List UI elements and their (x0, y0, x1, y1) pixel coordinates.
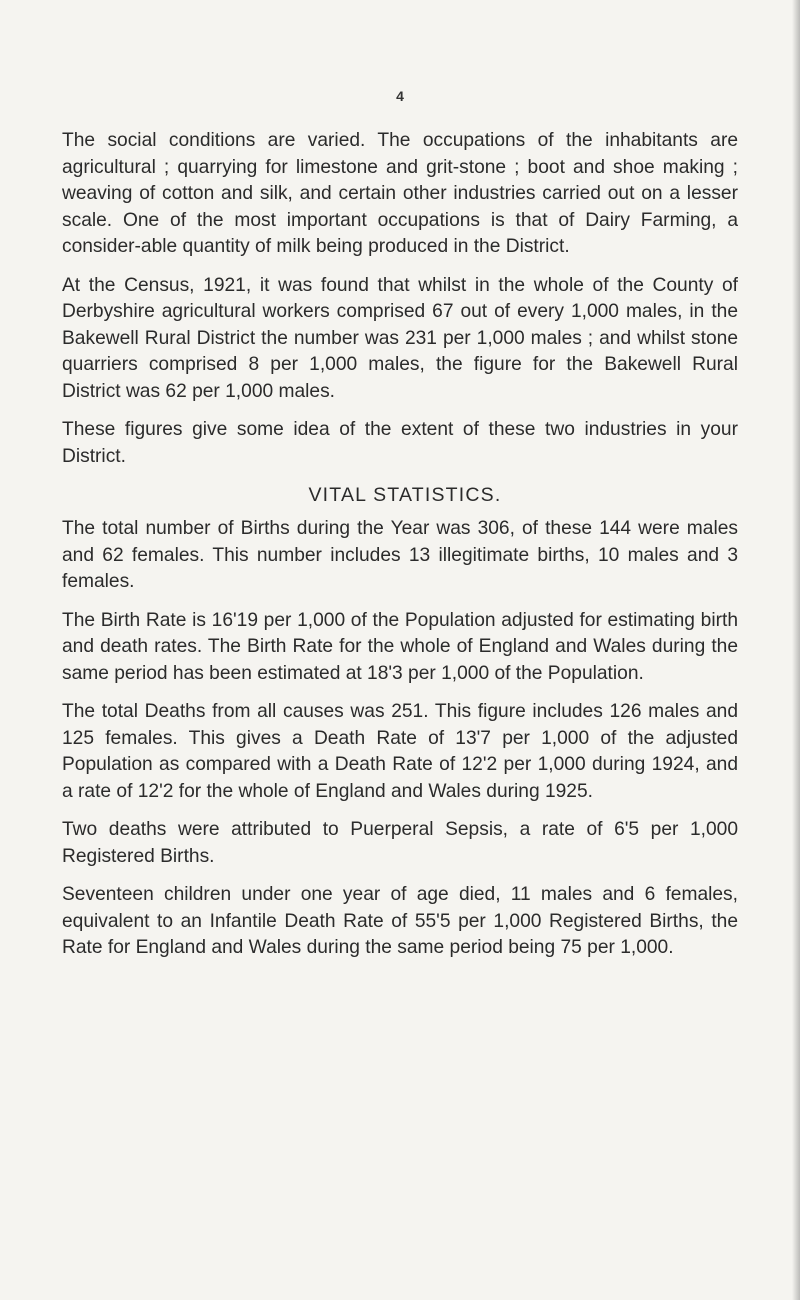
paragraph-birth-rate: The Birth Rate is 16'19 per 1,000 of the Population adjusted for estimating birth and death rates. The Birth Rate for the whole of England and Wales during the same period has been estimated at 18'3 per 1,000 of the Population. (62, 609, 738, 684)
paragraph-deaths-total: The total Deaths from all causes was 251. This figure includes 126 males and 125 females. This gives a Death Rate of 13'7 per 1,000 of the adjusted Population as compared with a Death Rate of 12'2 per 1,000 during 1924, and a rate of 12'2 for the whole of England and Wales during 1925. (62, 701, 738, 802)
paragraph-industries-extent: These figures give some idea of the extent of these two industries in your District. (62, 419, 738, 467)
paragraph-puerperal-sepsis: Two deaths were attributed to Puerperal Sepsis, a rate of 6'5 per 1,000 Registered Births. (62, 819, 738, 867)
document-body (62, 128, 738, 974)
page-number: 4 (396, 88, 404, 104)
paragraph-census-1921: At the Census, 1921, it was found that whilst in the whole of the County of Derbyshire agricultural workers comprised 67 out of every 1,000 males, in the Bakewell Rural District the number was 231 per 1,000 males ; and whilst stone quarriers comprised 8 per 1,000 males, the figure for the Bakewell Rural District was 62 per 1,000 males. (62, 274, 738, 402)
paragraph-social-conditions: The social conditions are varied. The occupations of the inhabitants are agricultural ; quarrying for limestone and grit-stone ; boot and shoe making ; weaving of cotton and silk, and certain other industries carried out on a lesser scale. One of the most important occupations is that of Dairy Farming, a consider-able quantity of milk being produced in the District. (62, 130, 738, 257)
section-heading-vital-statistics: VITAL STATISTICS. (308, 484, 502, 506)
paragraph-births-total: The total number of Births during the Year was 306, of these 144 were males and 62 females. This number includes 13 illegitimate births, 10 males and 3 females. (62, 518, 738, 592)
paragraph-infantile-deaths: Seventeen children under one year of age died, 11 males and 6 females, equivalent to an Infantile Death Rate of 55'5 per 1,000 Registered Births, the Rate for England and Wales during the same period being 75 per 1,000. (62, 884, 738, 958)
page-edge-shadow (792, 0, 800, 1300)
